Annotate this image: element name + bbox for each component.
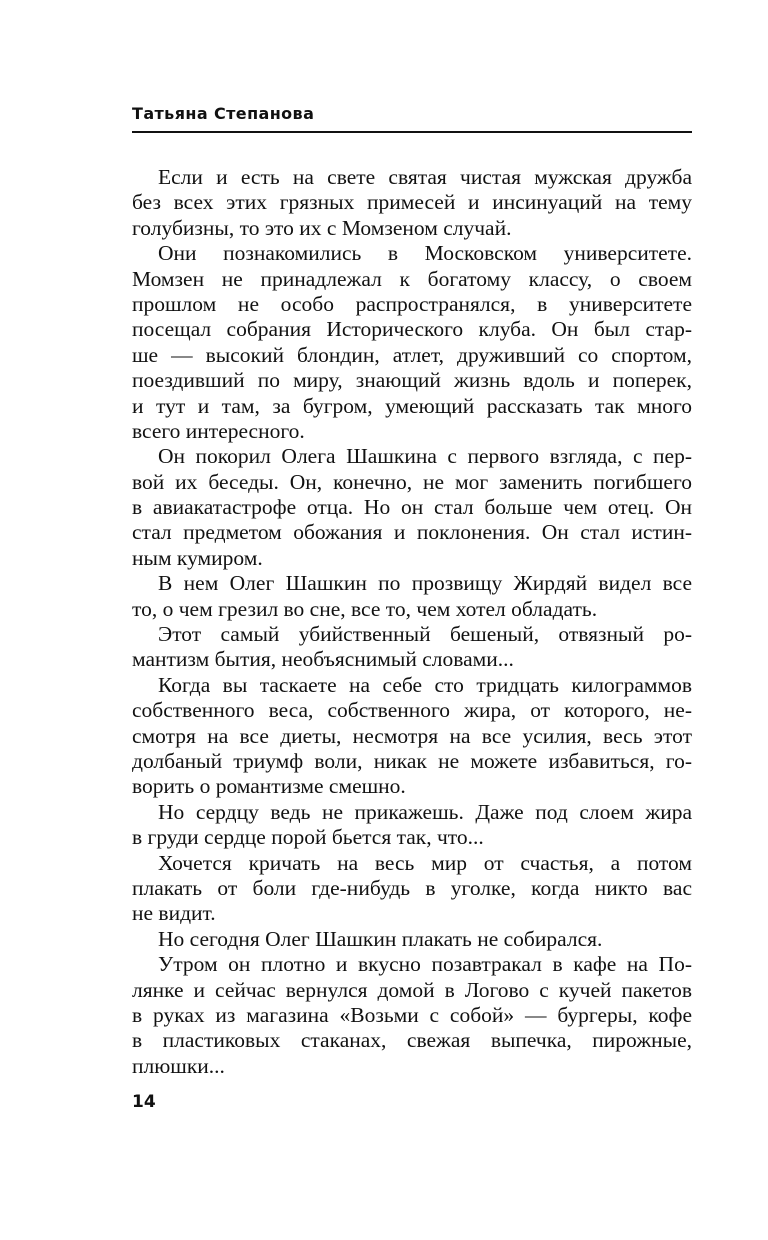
text-line: Этот самый убийственный бешеный, отвязный ро- xyxy=(158,622,692,647)
text-line: Но сердцу ведь не прикажешь. Даже под слоем жира xyxy=(158,799,692,824)
text-line: Момзен не принадлежал к богатому классу, о своем xyxy=(132,266,692,291)
text-line: долбаный триумф воли, никак не можете избавиться, го- xyxy=(132,748,692,773)
text-line: всего интересного. xyxy=(132,418,305,443)
text-line: Когда вы таскаете на себе сто тридцать килограммов xyxy=(158,672,692,697)
text-line: в груди сердце порой бьется так, что... xyxy=(132,825,484,850)
text-line: в пластиковых стаканах, свежая выпечка, пирожные, xyxy=(132,1028,692,1053)
text-line: посещал собрания Исторического клуба. Он был стар- xyxy=(132,317,692,342)
text-line: плюшки... xyxy=(132,1053,225,1078)
text-line: Если и есть на свете святая чистая мужская дружба xyxy=(158,165,692,189)
text-line: поездивший по миру, знающий жизнь вдоль и поперек, xyxy=(132,368,692,393)
text-line: Но сегодня Олег Шашкин плакать не собирался. xyxy=(158,926,603,951)
text-line: Хочется кричать на весь мир от счастья, а потом xyxy=(158,850,692,875)
header-rule xyxy=(132,131,692,133)
text-line: вой их беседы. Он, конечно, не мог заменить погибшего xyxy=(132,469,692,494)
text-line: Он покорил Олега Шашкина с первого взгляда, с пер- xyxy=(158,444,692,469)
text-line: ным кумиром. xyxy=(132,545,263,570)
text-line: без всех этих грязных примесей и инсинуаций на тему xyxy=(132,190,692,215)
text-line: Они познакомились в Московском университете. xyxy=(158,241,692,266)
text-line: лянке и сейчас вернулся домой в Логово с кучей пакетов xyxy=(132,977,692,1002)
text-line: собственного веса, собственного жира, от которого, не- xyxy=(132,698,692,723)
text-line: В нем Олег Шашкин по прозвищу Жирдяй видел все xyxy=(158,571,692,596)
page-number: 14 xyxy=(132,1092,156,1112)
text-line: в авиакатастрофе отца. Но он стал больше чем отец. Он xyxy=(132,495,692,520)
text-line: стал предметом обожания и поклонения. Он стал истин- xyxy=(132,520,692,545)
text-line: ше — высокий блондин, атлет, друживший со спортом, xyxy=(132,342,692,367)
text-line: прошлом не особо распространялся, в университете xyxy=(132,291,692,316)
text-line: не видит. xyxy=(132,901,216,926)
text-line: плакать от боли где-нибудь в уголке, когда никто вас xyxy=(132,875,692,900)
text-line: то, о чем грезил во сне, все то, чем хотел обладать. xyxy=(132,596,598,621)
body-text xyxy=(132,165,692,1079)
text-line: смотря на все диеты, несмотря на все усилия, весь этот xyxy=(132,723,692,748)
text-line: Утром он плотно и вкусно позавтракал в кафе на По- xyxy=(158,952,692,977)
text-line: мантизм бытия, необъяснимый словами... xyxy=(132,647,514,672)
text-line: в руках из магазина «Возьми с собой» — бургеры, кофе xyxy=(132,1002,692,1027)
running-header: Татьяна Степанова xyxy=(132,104,315,123)
text-line: и тут и там, за бугром, умеющий рассказать так много xyxy=(132,393,692,418)
text-line: ворить о романтизме смешно. xyxy=(132,774,406,799)
text-line: голубизны, то это их с Момзеном случай. xyxy=(132,215,512,240)
